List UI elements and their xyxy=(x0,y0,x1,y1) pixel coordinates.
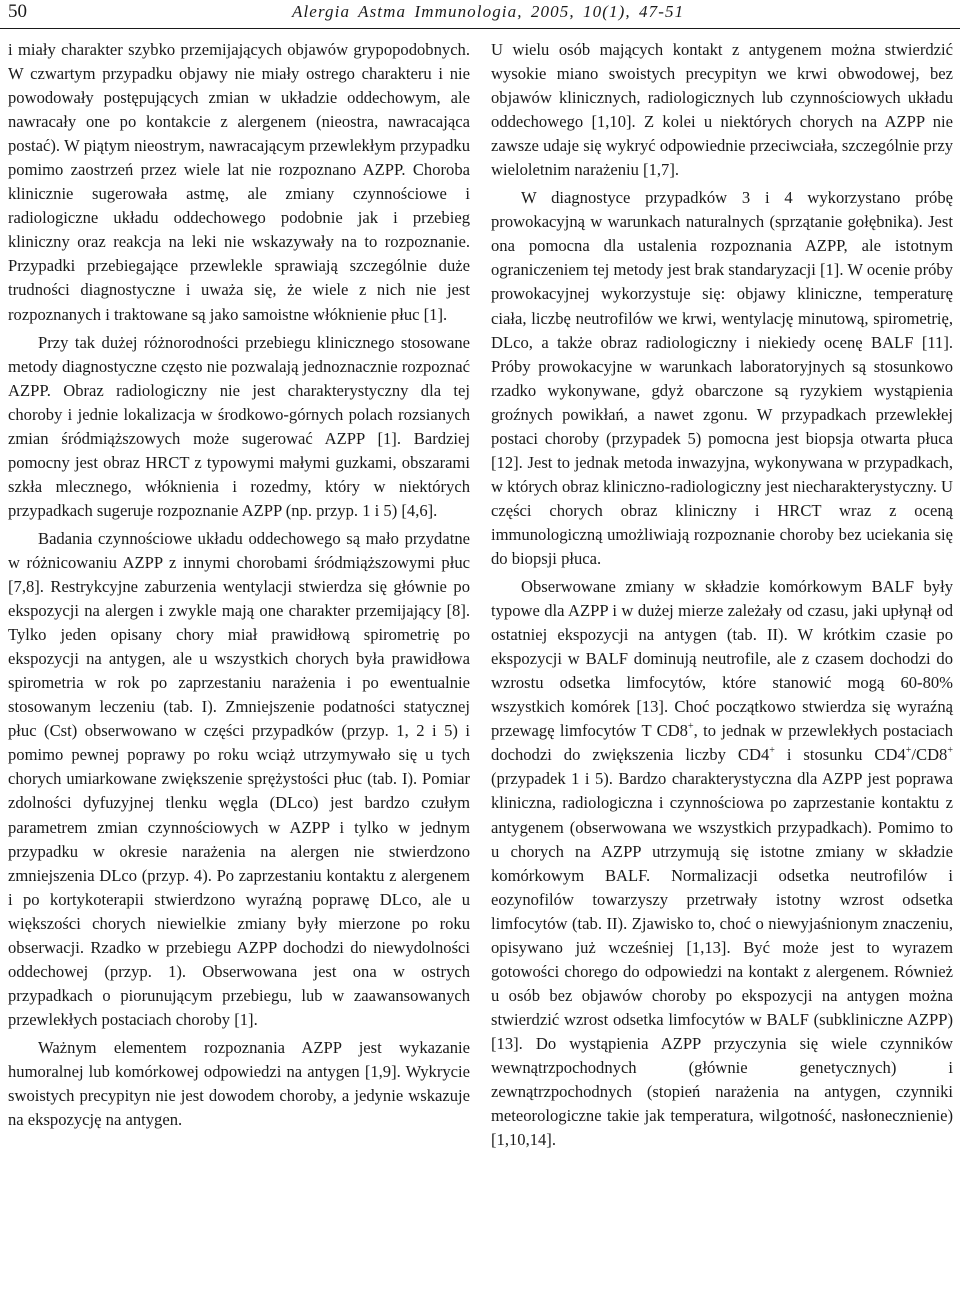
paragraph-text: i stosunku CD4 xyxy=(774,745,906,765)
superscript: + xyxy=(687,721,694,733)
paragraph-text: , to jednak w przewlekłych postaciach dochodzi do zwiększenia liczby CD4 xyxy=(491,721,954,765)
page-number: 50 xyxy=(8,1,27,22)
paragraph xyxy=(491,575,953,1152)
right-column xyxy=(491,38,953,1152)
paragraph: i miały charakter szybko przemijających objawów grypopodobnych. W czwartym przypadku objawy nie miały ostrego charakteru i nie powodowały postępujących zmian w układzie oddechowym, ale nawracały one po kontakcie z alergenem (nieostra, nawracająca postać). W piątym nieostrym, nawracającym przewlekłym przypadku pomimo zaostrzeń przez wiele lat nie rozpoznano AZPP. Choroba klinicznie sugerowała astmę, ale zmiany czynnościowe i radiologiczne układu oddechowego podobnie jak i przebieg kliniczny oraz reakcja na leki nie wskazywały na to rozpoznanie. Przypadki przebiegające przewlekle sprawiają szczególnie duże trudności diagnostyczne i uważa się, że wiele z nich nie jest rozpoznanych i traktowane są jako samoistne włóknienie płuc [1]. xyxy=(8,40,470,324)
paragraph-text: (przypadek 1 i 5). Bardzo charakterystyczna dla AZPP jest poprawa kliniczna, radiologiczna i czynnościowa po zaprzestanie kontaktu z antygenem (obserwowana we wszystkich przypadkach). Pomimo to u chorych na AZPP utrzymują się istotne zmiany w składzie komórkowym BALF. Normalizacji odsetka neutrofilów i eozynofilów towarzyszy przetrwały istotny wzrost odsetka limfocytów (tab. II). Zjawisko to, choć o niewyjaśnionym znaczeniu, opisywano już wcześniej [1,13]. Być może jest to wyrazem gotowości chorego do odpowiedzi na kontakt z alergenem. Również u osób bez objawów choroby po ekspozycji na antygen można stwierdzić wzrost odsetka limfocytów w BALF (subkliniczne AZPP) [13]. Do wystąpienia AZPP przyczynia się wiele czynników wewnątrzpochodnych (głównie genetycznych) i zewnątrzpochodnych (stopień narażenia na antygen, czynniki meteorologiczne takie jak temperatura, wilgotność, nasłonecznienie) [1,10,14]. xyxy=(491,769,953,1150)
paragraph: Badania czynnościowe układu oddechowego są mało przydatne w różnicowaniu AZPP z innymi chorobami śródmiąższowymi płuc [7,8]. Restrykcyjne zaburzenia wentylacji stwierdza się głównie po ekspozycji na alergen i zwykle mają one charakter przemijający [8]. Tylko jeden opisany chory miał prawidłową spirometrię po ekspozycji na antygen, ale u wszystkich chorych była prawidłowa spirometria w rok po zaprzestaniu narażenia i po ewentualnie stosowanym leczeniu (tab. I). Zmniejszenie podatności statycznej płuc (Cst) obserwowano w części przypadków (przyp. 1, 2 i 5) i pomimo pewnej poprawy po roku wciąż utrzymywało się u tych chorych umiarkowane zwiększenie sprężystości płuc (tab. I). Pomiar zdolności dyfuzyjnej tlenku węgla (DLco) jest bardzo czułym parametrem zmian czynnościowych w AZPP i tylko w jednym przypadku w okresie narażenia na alergen nie stwierdzono zmniejszenia DLco (przyp. 4). Po zaprzestaniu kontaktu z alergenem i po kortykoterapii stwierdzono wyraźną poprawę DLco, ale u większości chorych niewielkie zmiany były mierzone po roku obserwacji. Rzadko w przebiegu AZPP dochodzi do niewydolności oddechowej (przyp. 1). Obserwowana jest ona w ostrych przypadkach o piorunującym przebiegu, lub w zaawansowanych przewlekłych postaciach choroby [1]. xyxy=(8,528,470,1029)
running-head: Alergia Astma Immunologia, 2005, 10(1), 47-51 xyxy=(292,2,685,21)
paragraph-text: /CD8 xyxy=(911,745,948,765)
superscript: + xyxy=(769,745,775,757)
page-header xyxy=(0,0,960,26)
paragraph-text: Obserwowane zmiany w składzie komórkowym BALF były typowe dla AZPP i w dużej mierze zależały od czasu, jaki upłynął od ostatniej ekspozycji na antygen (tab. II). W krótkim czasie po ekspozycji w BALF dominują neutrofile, ale z czasem dochodzi do wzrostu odsetka limfocytów, które stanowić mogą 60-80% wszystkich komórek [13]. Choć początkowo stwierdza się wyraźną przewagę limfocytów T CD8 xyxy=(491,577,953,741)
paragraph: W diagnostyce przypadków 3 i 4 wykorzystano próbę prowokacyjną w warunkach naturalnych (sprzątanie gołębnika). Jest ona pomocna dla ustalenia rozpoznania AZPP, ale istotnym ograniczeniem tej metody jest brak standaryzacji [1]. W ocenie próby prowokacyjnej wykorzystuje się: objawy kliniczne, temperaturę ciała, liczbę neutrofilów we krwi, wentylację minutową, spirometrię, DLco, a także obraz radiologiczny i niekiedy ocenę BALF [11]. Próby prowokacyjne w warunkach laboratoryjnych są stosunkowo rzadko wykonywane, gdyż obarczone są ryzykiem wystąpienia groźnych powikłań, a nawet zgonu. W przypadkach przewlekłej postaci choroby (przypadek 5) pomocna jest biopsja otwarta płuca [12]. Jest to jednak metoda inwazyjna, wykonywana w przypadkach, w których obraz kliniczno-radiologiczny jest niecharakterystyczny. U części chorych obraz kliniczny i HRCT wraz z oceną immunologiczną umożliwiają rozpoznanie choroby bez uciekania się do biopsji płuca. xyxy=(491,188,953,568)
superscript: + xyxy=(905,745,912,757)
paragraph: Ważnym elementem rozpoznania AZPP jest wykazanie humoralnej lub komórkowej odpowiedzi na antygen [1,9]. Wykrycie swoistych precypityn nie jest dowodem choroby, a jedynie wskazuje na ekspozycję na antygen. xyxy=(8,1037,470,1130)
paragraph: Przy tak dużej różnorodności przebiegu klinicznego stosowane metody diagnostyczne często nie pozwalają jednoznacznie rozpoznać AZPP. Obraz radiologiczny nie jest charakterystyczny dla tej choroby i jednie lokalizacja w środkowo-górnych polach rozsianych zmian śródmiąższowych może sugerować AZPP [1]. Bardziej pomocny jest obraz HRCT z typowymi małymi guzkami, obszarami szkła mlecznego, włóknienia i rozedmy, który w niektórych przypadkach sugeruje rozpoznanie AZPP (np. przyp. 1 i 5) [4,6]. xyxy=(8,332,470,520)
header-rule xyxy=(0,28,960,29)
left-column xyxy=(8,38,470,1132)
superscript: + xyxy=(947,745,953,757)
paragraph: U wielu osób mających kontakt z antygenem można stwierdzić wysokie miano swoistych precypityn we krwi obwodowej, bez objawów klinicznych, radiologicznych lub czynnościowych układu oddechowego [1,10]. Z kolei u niektórych chorych na AZPP nie zawsze udaje się wykryć odpowiednie przeciwciała, szczególnie przy wieloletnim narażeniu [1,7]. xyxy=(491,40,953,180)
